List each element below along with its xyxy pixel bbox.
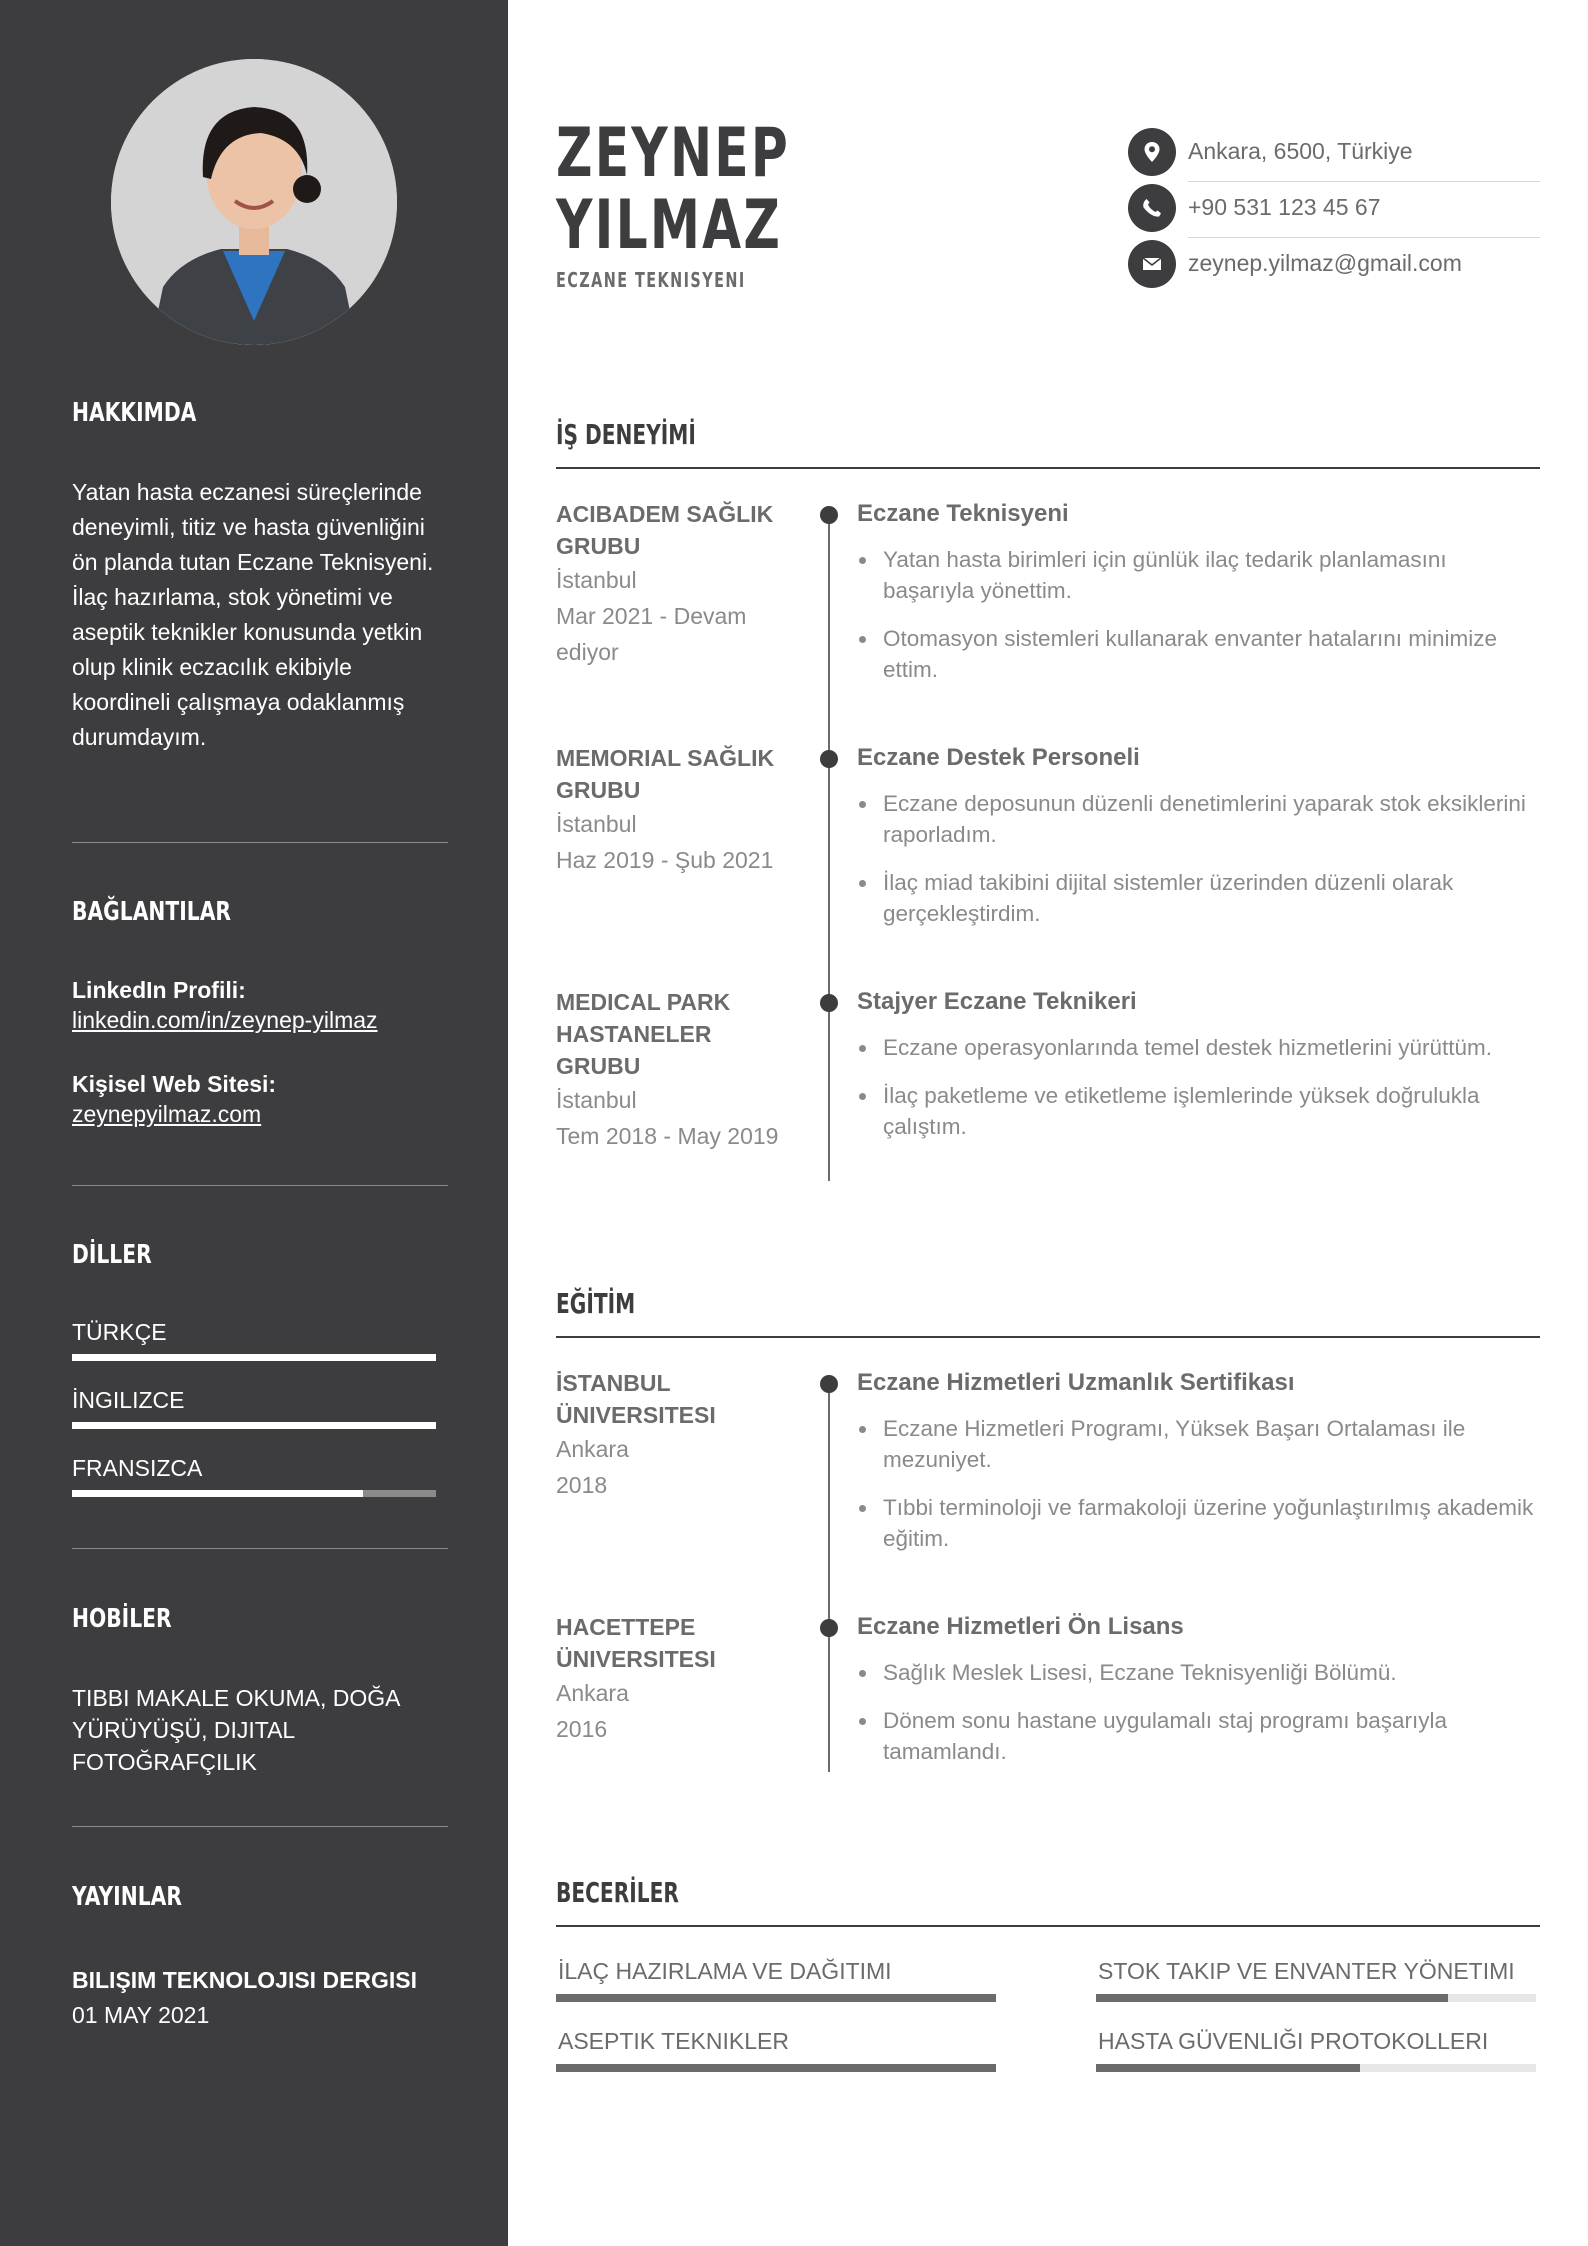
skill-item xyxy=(1096,1956,1536,2002)
contact-address: Ankara, 6500, Türkiye xyxy=(1188,138,1413,164)
skill-item xyxy=(1096,2026,1536,2072)
timeline-dot xyxy=(820,1375,838,1393)
languages-title: DİLLER xyxy=(72,1240,152,1270)
publication-name: BILIŞIM TEKNOLOJISI DERGISI xyxy=(72,1967,418,1993)
duty-item: İlaç miad takibini dijital sistemler üzerinden düzenli olarak gerçekleştirdim. xyxy=(857,867,1537,929)
languages-section xyxy=(72,1240,448,1270)
hobbies-text: TIBBI MAKALE OKUMA, DOĞA YÜRÜYÜŞÜ, DIJITAL FOTOĞRAFÇILIK xyxy=(72,1685,400,1775)
language-level-bar xyxy=(72,1354,436,1361)
experience-title: İŞ DENEYİMİ xyxy=(556,418,696,451)
education-title: EĞİTİM xyxy=(556,1287,636,1320)
divider xyxy=(72,842,448,843)
skill-name: İLAÇ HAZIRLAMA VE DAĞITIMI xyxy=(558,1958,892,1984)
about-title: HAKKIMDA xyxy=(72,398,197,428)
language-level-fill xyxy=(72,1422,436,1429)
linkedin-link[interactable]: linkedin.com/in/zeynep-yilmaz xyxy=(72,1007,378,1033)
duty-item: Otomasyon sistemleri kullanarak envanter hatalarını minimize ettim. xyxy=(857,623,1537,685)
section-rule xyxy=(556,467,1540,469)
experience-timeline xyxy=(828,515,830,1181)
graduation-year: 2018 xyxy=(556,1472,608,1498)
contact-divider xyxy=(1188,237,1540,238)
duty-item: Eczane operasyonlarında temel destek hizmetlerini yürüttüm. xyxy=(857,1032,1537,1063)
company-city: İstanbul xyxy=(556,1087,637,1113)
skill-name: HASTA GÜVENLIĞI PROTOKOLLERI xyxy=(1098,2028,1489,2054)
contact-email xyxy=(1128,240,1540,296)
education-details xyxy=(857,1611,1537,1784)
contact-location xyxy=(1128,128,1540,184)
degree-name: Eczane Hizmetleri Uzmanlık Sertifikası xyxy=(857,1369,1295,1396)
job-role: Eczane Teknisyeni xyxy=(857,500,1069,527)
skill-level-bar xyxy=(1096,1994,1536,2002)
education-item: Tıbbi terminoloji ve farmakoloji üzerine yoğunlaştırılmış akademik eğitim. xyxy=(857,1492,1537,1554)
education-item: Dönem sonu hastane uygulamalı staj programı başarıyla tamamlandı. xyxy=(857,1705,1537,1767)
duty-item: Yatan hasta birimleri için günlük ilaç tedarik planlamasını başarıyla yönettim. xyxy=(857,544,1537,606)
skill-level-bar xyxy=(1096,2064,1536,2072)
school-name: İSTANBUL ÜNIVERSITESI xyxy=(556,1370,716,1428)
education-meta xyxy=(556,1367,786,1503)
skill-level-bar xyxy=(556,2064,996,2072)
location-pin-icon xyxy=(1128,128,1176,176)
sidebar xyxy=(0,0,508,2246)
envelope-icon xyxy=(1128,240,1176,288)
publication-item xyxy=(72,1962,448,2033)
company-city: İstanbul xyxy=(556,811,637,837)
skill-item xyxy=(556,2026,996,2072)
company-name: MEMORIAL SAĞLIK GRUBU xyxy=(556,745,775,803)
graduation-year: 2016 xyxy=(556,1716,608,1742)
degree-name: Eczane Hizmetleri Ön Lisans xyxy=(857,1613,1184,1640)
job-role: Eczane Destek Personeli xyxy=(857,744,1140,771)
experience-meta xyxy=(556,986,786,1154)
experience-meta xyxy=(556,742,786,878)
school-city: Ankara xyxy=(556,1680,629,1706)
publication-date: 01 MAY 2021 xyxy=(72,2002,210,2028)
section-rule xyxy=(556,1925,1540,1927)
job-role: Stajyer Eczane Teknikeri xyxy=(857,988,1137,1015)
language-name: İNGILIZCE xyxy=(72,1387,185,1413)
language-item xyxy=(72,1454,448,1497)
hobbies-title: HOBİLER xyxy=(72,1604,172,1634)
skill-level-fill xyxy=(556,2064,996,2072)
education-item: Eczane Hizmetleri Programı, Yüksek Başarı Ortalaması ile mezuniyet. xyxy=(857,1413,1537,1475)
divider xyxy=(72,1548,448,1549)
experience-meta xyxy=(556,498,786,670)
timeline-dot xyxy=(820,750,838,768)
education-list xyxy=(857,1657,1537,1767)
duty-list xyxy=(857,788,1537,929)
publications-section xyxy=(72,1882,448,1912)
education-meta xyxy=(556,1611,786,1747)
duty-list xyxy=(857,1032,1537,1142)
timeline-dot xyxy=(820,1619,838,1637)
contact-divider xyxy=(1188,181,1540,182)
duty-item: İlaç paketleme ve etiketleme işlemlerinde yüksek doğrulukla çalıştım. xyxy=(857,1080,1537,1142)
timeline-dot xyxy=(820,994,838,1012)
link-website xyxy=(72,1069,448,1129)
phone-icon xyxy=(1128,184,1176,232)
contact-phone xyxy=(1128,184,1540,240)
language-level-bar xyxy=(72,1422,436,1429)
link-label: LinkedIn Profili: xyxy=(72,977,246,1003)
duty-item: Eczane deposunun düzenli denetimlerini yaparak stok eksiklerini raporladım. xyxy=(857,788,1537,850)
experience-details xyxy=(857,742,1537,946)
language-level-fill xyxy=(72,1354,436,1361)
duty-list xyxy=(857,544,1537,685)
skill-level-bar xyxy=(556,1994,996,2002)
skill-item xyxy=(556,1956,996,2002)
education-timeline xyxy=(828,1384,830,1772)
section-rule xyxy=(556,1336,1540,1338)
language-item xyxy=(72,1386,448,1429)
divider xyxy=(72,1826,448,1827)
skill-name: STOK TAKIP VE ENVANTER YÖNETIMI xyxy=(1098,1958,1515,1984)
full-name xyxy=(556,114,790,265)
timeline-dot xyxy=(820,506,838,524)
skill-name: ASEPTIK TEKNIKLER xyxy=(558,2028,789,2054)
language-name: TÜRKÇE xyxy=(72,1319,167,1345)
experience-details xyxy=(857,986,1537,1159)
school-city: Ankara xyxy=(556,1436,629,1462)
language-level-fill xyxy=(72,1490,363,1497)
contact-phone-number: +90 531 123 45 67 xyxy=(1188,194,1381,220)
last-name: YILMAZ xyxy=(556,186,783,265)
about-text: Yatan hasta eczanesi süreçlerinde deneyimli, titiz ve hasta güvenliğini ön planda tutan Eczane Teknisyeni. İlaç hazırlama, stok yönetimi ve aseptik teknikler konusunda yetkin olup klinik eczacılık ekibiyle koordineli çalışmaya odaklanmış durumdayım. xyxy=(72,479,434,750)
language-item xyxy=(72,1318,448,1361)
company-name: MEDICAL PARK HASTANELER GRUBU xyxy=(556,989,731,1079)
education-item: Sağlık Meslek Lisesi, Eczane Teknisyenliği Bölümü. xyxy=(857,1657,1537,1688)
hobbies-section xyxy=(72,1604,448,1634)
language-level-bar xyxy=(72,1490,436,1497)
company-city: İstanbul xyxy=(556,567,637,593)
avatar xyxy=(111,59,397,345)
links-section xyxy=(72,897,448,927)
link-linkedin xyxy=(72,975,448,1035)
skill-level-fill xyxy=(1096,1994,1448,2002)
contact-email-address[interactable]: zeynep.yilmaz@gmail.com xyxy=(1188,250,1462,276)
skill-level-fill xyxy=(556,1994,996,2002)
education-details xyxy=(857,1367,1537,1571)
skills-title: BECERİLER xyxy=(556,1876,679,1909)
work-period: Mar 2021 - Devam ediyor xyxy=(556,603,747,665)
contact-list xyxy=(1128,128,1540,296)
first-name: ZEYNEP xyxy=(556,114,790,193)
about-section xyxy=(72,398,448,428)
work-period: Tem 2018 - May 2019 xyxy=(556,1123,779,1149)
company-name: ACIBADEM SAĞLIK GRUBU xyxy=(556,501,774,559)
publications-title: YAYINLAR xyxy=(72,1882,182,1912)
job-title: ECZANE TEKNISYENI xyxy=(556,268,746,292)
language-name: FRANSIZCA xyxy=(72,1455,203,1481)
portrait-photo xyxy=(111,59,397,345)
school-name: HACETTEPE ÜNIVERSITESI xyxy=(556,1614,716,1672)
education-list xyxy=(857,1413,1537,1554)
work-period: Haz 2019 - Şub 2021 xyxy=(556,847,774,873)
divider xyxy=(72,1185,448,1186)
links-title: BAĞLANTILAR xyxy=(72,897,232,927)
link-label: Kişisel Web Sitesi: xyxy=(72,1071,277,1097)
experience-details xyxy=(857,498,1537,702)
website-link[interactable]: zeynepyilmaz.com xyxy=(72,1101,262,1127)
skill-level-fill xyxy=(1096,2064,1360,2072)
